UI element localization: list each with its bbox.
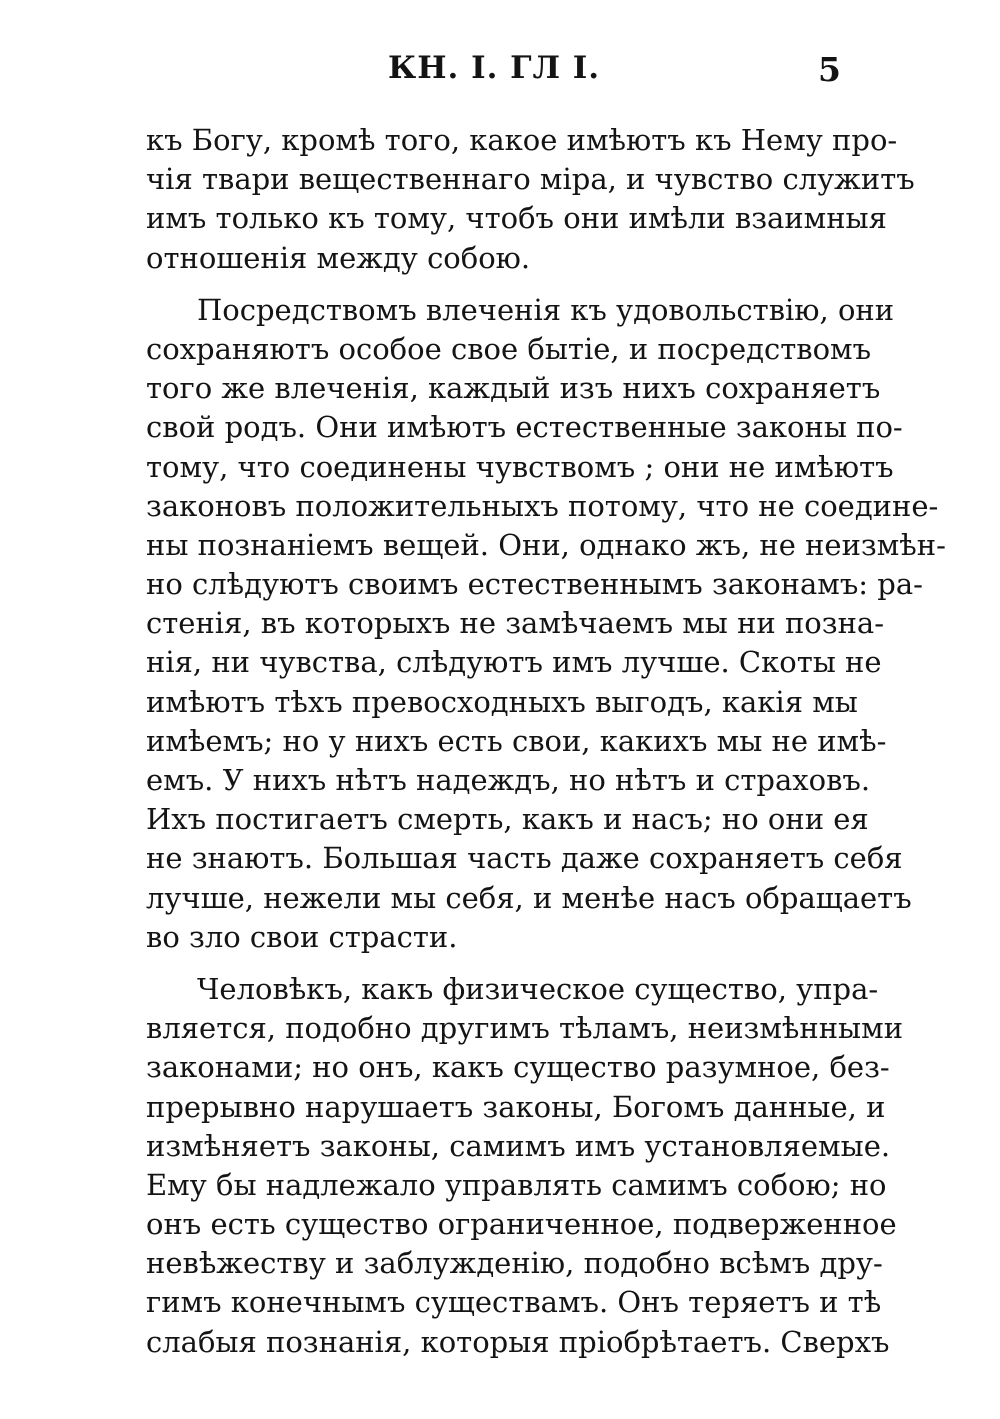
text-line: къ Богу, кромѣ того, какое имѣютъ къ Нему про- — [146, 123, 898, 157]
text-line: Человѣкъ, какъ физическое существо, упра- — [197, 971, 879, 1006]
paragraph-3 — [146, 970, 904, 1362]
text-line: но слѣдуютъ своимъ естественнымъ законамъ: ра- — [146, 567, 923, 602]
text-line: свой родъ. Они имѣютъ естественные законы по- — [146, 410, 903, 445]
body-text — [146, 121, 946, 1362]
text-line: лучше, нежели мы себя, и менѣе насъ обращаетъ — [146, 880, 912, 915]
text-line: невѣжеству и заблужденію, подобно всѣмъ дру- — [146, 1246, 883, 1281]
text-line: вляется, подобно другимъ тѣламъ, неизмѣнными — [146, 1011, 904, 1046]
paragraph-2 — [146, 291, 946, 957]
text-line: во зло свои страсти. — [146, 919, 458, 954]
text-line: законовъ положительныхъ потому, что не соедине- — [146, 488, 939, 523]
text-line: того же влеченія, каждый изъ нихъ сохраняетъ — [146, 371, 881, 406]
paragraph-1 — [146, 121, 915, 278]
text-line: тому, что соединены чувствомъ ; они не имѣютъ — [146, 449, 894, 484]
text-line: гимъ конечнымъ существамъ. Онъ теряетъ и тѣ — [146, 1285, 882, 1320]
text-line: ны познаніемъ вещей. Они, однако жъ, не неизмѣн- — [146, 527, 946, 562]
text-line: законами; но онъ, какъ существо разумное, без- — [146, 1050, 890, 1085]
running-head: КН. I. ГЛ I. — [388, 50, 601, 86]
text-line: измѣняетъ законы, самимъ имъ установляемые. — [146, 1128, 891, 1163]
text-line: имъ только къ тому, чтобъ они имѣли взаимныя — [146, 201, 887, 236]
text-line: прерывно нарушаетъ законы, Богомъ данные, и — [146, 1089, 886, 1124]
text-line: отношенія между собою. — [146, 240, 531, 275]
text-line: чія твари вещественнаго міра, и чувство служитъ — [146, 162, 915, 197]
text-line: онъ есть существо ограниченное, подверженное — [146, 1207, 897, 1242]
text-line: имѣемъ; но у нихъ есть свои, какихъ мы не имѣ- — [146, 723, 887, 758]
text-line: Ему бы надлежало управлять самимъ собою; но — [146, 1167, 887, 1202]
text-line: стенія, въ которыхъ не замѣчаемъ мы ни позна- — [146, 606, 884, 641]
text-line: имѣютъ тѣхъ превосходныхъ выгодъ, какія мы — [146, 684, 858, 719]
text-line: не знаютъ. Большая часть даже сохраняетъ себя — [146, 841, 903, 876]
page-number: 5 — [818, 50, 841, 89]
text-line: сохраняютъ особое свое бытіе, и посредствомъ — [146, 331, 872, 366]
text-line: нія, ни чувства, слѣдуютъ имъ лучше. Скоты не — [146, 645, 882, 680]
text-line: Ихъ постигаетъ смерть, какъ и насъ; но они ея — [146, 802, 869, 837]
text-line: Посредствомъ влеченія къ удовольствію, они — [197, 292, 895, 327]
text-line: емъ. У нихъ нѣтъ надеждъ, но нѣтъ и страховъ. — [146, 763, 871, 797]
text-line: слабыя познанія, которыя пріобрѣтаетъ. Сверхъ — [146, 1324, 890, 1359]
